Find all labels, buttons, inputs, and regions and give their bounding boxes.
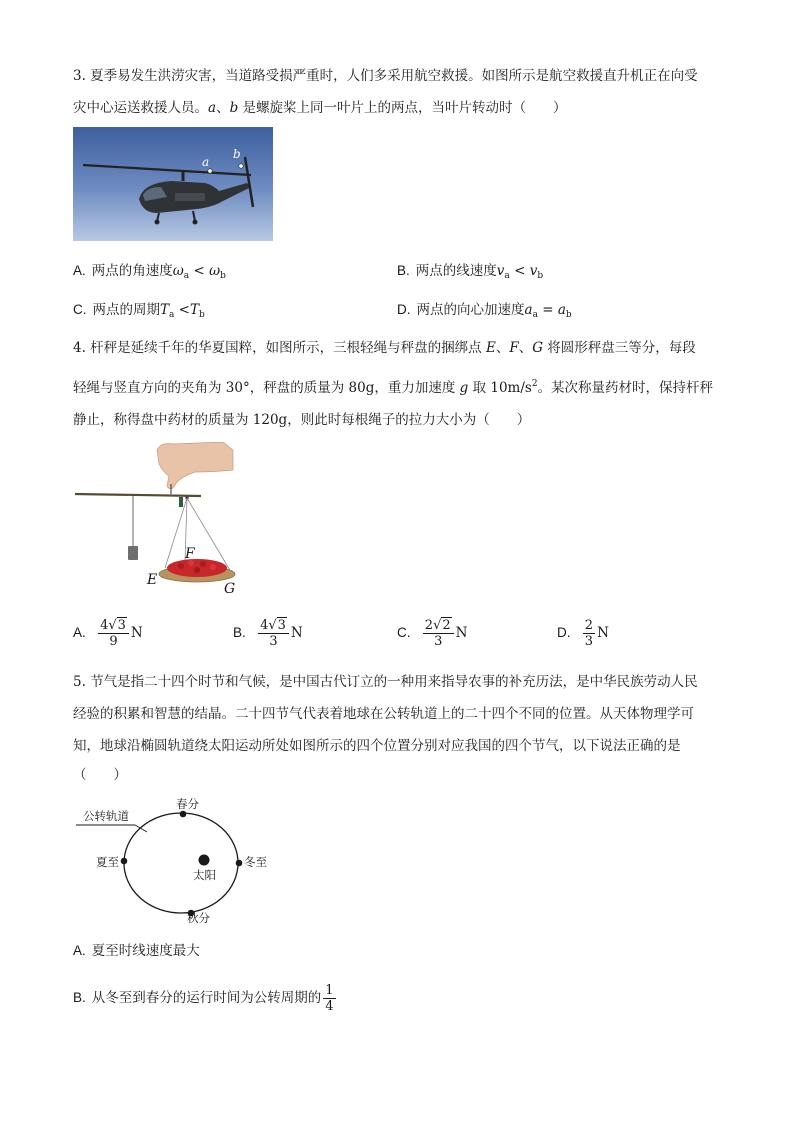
sun-label: 太阳: [193, 868, 216, 882]
q3-stem-line1: 3. 夏季易发生洪涝灾害，当道路受损严重时，人们多采用航空救援。如图所示是航空救援直升机正在向受: [73, 68, 698, 84]
q4-option-a[interactable]: A. $\frac{4√3}{9}$ N: [73, 618, 143, 649]
q3-option-a[interactable]: A. 两点的角速度$\omega_a < \omega_b$: [73, 263, 226, 281]
q5-option-a[interactable]: A. 夏至时线速度最大: [73, 943, 200, 959]
q3-option-b[interactable]: B. 两点的线速度$v_a < v_b$: [397, 263, 544, 281]
q5-stem-line3: 知，地球沿椭圆轨道绕太阳运动所处如图所示的四个位置分别对应我国的四个节气，以下说法正确的是: [73, 738, 681, 754]
orbit-diagram: [73, 796, 283, 926]
q4-stem-line1: 4. 杆秤是延续千年的华夏国粹，如图所示，三根轻绳与秤盘的捆绑点 E、F、G 将圆形秤盘三等分，每段: [73, 340, 696, 356]
figure-label-G: G: [224, 581, 236, 597]
q3-option-d[interactable]: D. 两点的向心加速度$a_a = a_b$: [397, 302, 572, 320]
photo-label-b: b: [233, 147, 241, 161]
summer-solstice-label: 夏至: [96, 855, 119, 869]
q3-option-c[interactable]: C. 两点的周期$T_a <T_b$: [73, 302, 205, 320]
q5-stem-line2: 经验的积累和智慧的结晶。二十四节气代表着地球在公转轨道上的二十四个不同的位置。从天体物理学可: [73, 706, 694, 722]
q4-option-c[interactable]: C. $\frac{2√2}{3}$ N: [397, 618, 468, 649]
q3-stem-line2: 灾中心运送救援人员。a、b 是螺旋桨上同一叶片上的两点，当叶片转动时（ ）: [73, 100, 567, 116]
winter-solstice-label: 冬至: [244, 855, 267, 869]
spring-equinox-label: 春分: [176, 797, 199, 811]
autumn-equinox-label: 秋分: [187, 911, 210, 925]
q4-option-b[interactable]: B. $\frac{4√3}{3}$ N: [233, 618, 303, 649]
q4-stem-line2: 轻绳与竖直方向的夹角为 30°，秤盘的质量为 80g，重力加速度 g 取 $10m/s^2$。某次称量药材时，保持杆秤: [73, 379, 714, 396]
steelyard-figure: [73, 442, 248, 600]
q5-stem-line4: （ ）: [73, 767, 127, 783]
q5-option-b[interactable]: B. 从冬至到春分的运行时间为公转周期的 $\frac{1}{4}$: [73, 983, 334, 1014]
figure-label-F: F: [185, 546, 195, 562]
helicopter-photo: [73, 127, 273, 241]
q4-option-d[interactable]: D. $\frac{2}{3}$ N: [557, 618, 609, 649]
q4-stem-line3: 静止，称得盘中药材的质量为 120g，则此时每根绳子的拉力大小为（ ）: [73, 412, 531, 428]
figure-label-E: E: [147, 572, 158, 588]
q5-stem-line1: 5. 节气是指二十四个时节和气候，是中国古代订立的一种用来指导农事的补充历法，是中华民族劳动人民: [73, 674, 698, 690]
orbit-label: 公转轨道: [83, 809, 129, 823]
photo-label-a: a: [202, 155, 210, 169]
